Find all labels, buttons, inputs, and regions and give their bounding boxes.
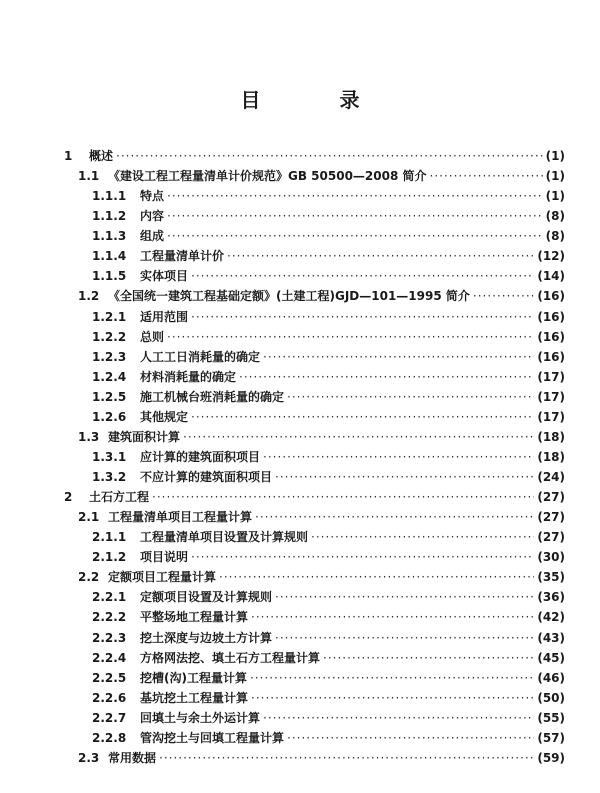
toc-entry bbox=[60, 247, 565, 267]
dot-leader bbox=[191, 410, 534, 424]
toc-entry bbox=[60, 689, 565, 709]
dot-leader bbox=[250, 671, 534, 685]
dot-leader bbox=[255, 510, 534, 524]
toc-entry-page: (36) bbox=[537, 590, 565, 605]
toc-entry-page: (14) bbox=[537, 269, 565, 284]
toc-entry-number: 1.2 bbox=[78, 289, 100, 304]
toc-entry-page: (8) bbox=[545, 209, 565, 224]
toc-entry-number: 1.2.5 bbox=[92, 389, 127, 404]
toc-entry-title: 组成 bbox=[140, 229, 165, 244]
toc-entry bbox=[60, 649, 565, 669]
toc-entry-page: (16) bbox=[537, 309, 565, 324]
toc-entry-number: 1.2.6 bbox=[92, 409, 127, 424]
toc-entry-title: 方格网法挖、填土石方工程量计算 bbox=[140, 650, 321, 665]
toc-entry-title: 适用范围 bbox=[140, 309, 189, 324]
toc-entry-number: 2.2.5 bbox=[92, 670, 127, 685]
dot-leader bbox=[263, 711, 534, 725]
toc-entry-number: 1.1.3 bbox=[92, 229, 127, 244]
toc-entry bbox=[60, 468, 565, 488]
toc-entry-number: 2.2.6 bbox=[92, 690, 127, 705]
toc-entry bbox=[60, 488, 565, 508]
toc-entry bbox=[60, 348, 565, 368]
toc-entry-number: 1.1.5 bbox=[92, 269, 127, 284]
page-title: 目 录 bbox=[240, 88, 396, 112]
dot-leader bbox=[167, 189, 543, 203]
toc-entry-page: (16) bbox=[537, 349, 565, 364]
toc-entry bbox=[60, 749, 565, 769]
dot-leader bbox=[159, 751, 534, 765]
dot-leader bbox=[191, 310, 534, 324]
dot-leader bbox=[287, 390, 534, 404]
dot-leader bbox=[311, 530, 534, 544]
toc-entry-number: 1.3 bbox=[78, 429, 100, 444]
toc-entry-title: 特点 bbox=[140, 189, 165, 204]
toc-entry bbox=[60, 528, 565, 548]
toc-entry-number: 2.2.3 bbox=[92, 630, 127, 645]
toc-entry bbox=[60, 629, 565, 649]
dot-leader bbox=[191, 550, 534, 564]
toc-entry-title: 定额项目设置及计算规则 bbox=[140, 590, 273, 605]
toc-entry-number: 1.2.3 bbox=[92, 349, 127, 364]
toc-entry-page: (24) bbox=[537, 470, 565, 484]
toc-entry-page: (18) bbox=[537, 429, 565, 444]
toc-entry-page: (16) bbox=[537, 289, 565, 304]
dot-leader bbox=[191, 269, 534, 283]
toc-entry bbox=[60, 709, 565, 729]
dot-leader bbox=[275, 590, 534, 604]
toc-entry-number: 2.1.2 bbox=[92, 550, 127, 565]
toc-entry-number: 2.1.1 bbox=[92, 530, 127, 545]
toc-entry-title: 平整场地工程量计算 bbox=[140, 610, 249, 625]
toc-entry bbox=[60, 388, 565, 408]
dot-leader bbox=[323, 651, 534, 665]
toc-entry bbox=[60, 508, 565, 528]
toc-entry-page: (27) bbox=[537, 490, 565, 505]
toc-entry-page: (50) bbox=[537, 690, 565, 705]
toc-entry-title: 常用数据 bbox=[108, 750, 157, 765]
dot-leader bbox=[263, 350, 534, 364]
toc-entry bbox=[60, 267, 565, 287]
toc-entry bbox=[60, 308, 565, 328]
toc-entry-number: 2.2.8 bbox=[92, 730, 127, 745]
toc-entry-number: 1 bbox=[64, 149, 73, 163]
toc-entry-page: (17) bbox=[537, 389, 565, 404]
toc-entry-title: 回填土与余土外运计算 bbox=[140, 710, 261, 725]
toc-entry-page: (46) bbox=[537, 670, 565, 685]
toc-entry-title: 其他规定 bbox=[140, 409, 189, 424]
toc-entry bbox=[60, 729, 565, 749]
toc-entry bbox=[60, 147, 565, 167]
toc-entry bbox=[60, 227, 565, 247]
toc-entry bbox=[60, 568, 565, 588]
toc-entry bbox=[60, 588, 565, 608]
toc-entry-title: 工程量清单项目工程量计算 bbox=[108, 510, 253, 525]
dot-leader bbox=[275, 470, 534, 484]
toc-entry-page: (1) bbox=[545, 189, 565, 204]
dot-leader bbox=[251, 691, 534, 705]
toc-entry-title: 应计算的建筑面积项目 bbox=[140, 449, 261, 464]
toc-entry-title: 工程量清单计价 bbox=[140, 249, 225, 264]
toc-entry-title: 建筑面积计算 bbox=[108, 429, 181, 444]
dot-leader bbox=[473, 289, 534, 303]
toc-entry-number: 1.1.4 bbox=[92, 249, 127, 264]
toc-entry-title: 《全国统一建筑工程基础定额》(土建工程)GJD—101—1995 简介 bbox=[108, 289, 470, 304]
dot-leader bbox=[263, 450, 534, 464]
toc-entry-number: 1.2.1 bbox=[92, 309, 127, 324]
toc-entry-number: 2.3 bbox=[78, 750, 100, 765]
toc-entry bbox=[60, 328, 565, 348]
toc-entry-number: 1.1.1 bbox=[92, 189, 127, 204]
dot-leader bbox=[275, 631, 534, 645]
toc-entry bbox=[60, 608, 565, 628]
toc-entry bbox=[60, 428, 565, 448]
toc-entry-title: 管沟挖土与回填工程量计算 bbox=[140, 730, 285, 745]
toc-entry-title: 实体项目 bbox=[140, 269, 189, 284]
toc-entry-title: 内容 bbox=[140, 209, 165, 224]
toc-entry-page: (8) bbox=[545, 229, 565, 244]
dot-leader bbox=[219, 570, 534, 584]
dot-leader bbox=[167, 330, 534, 344]
table-of-contents bbox=[60, 147, 565, 769]
toc-entry-title: 材料消耗量的确定 bbox=[140, 369, 237, 384]
toc-entry-title: 基坑挖土工程量计算 bbox=[140, 690, 249, 705]
toc-entry-title: 《建设工程工程量清单计价规范》GB 50500—2008 简介 bbox=[108, 169, 427, 184]
toc-entry-page: (42) bbox=[537, 610, 565, 625]
toc-entry-title: 施工机械台班消耗量的确定 bbox=[140, 389, 285, 404]
dot-leader bbox=[152, 490, 534, 504]
toc-entry bbox=[60, 669, 565, 689]
toc-entry-number: 1.2.4 bbox=[92, 369, 127, 384]
dot-leader bbox=[251, 610, 534, 624]
toc-entry-title: 不应计算的建筑面积项目 bbox=[140, 470, 273, 484]
toc-entry-number: 2.2 bbox=[78, 570, 100, 585]
dot-leader bbox=[239, 370, 534, 384]
toc-entry-number: 2.2.1 bbox=[92, 590, 127, 605]
toc-entry-title: 项目说明 bbox=[140, 550, 189, 565]
dot-leader bbox=[287, 731, 534, 745]
toc-entry-page: (59) bbox=[537, 750, 565, 765]
toc-entry-page: (17) bbox=[537, 369, 565, 384]
toc-entry bbox=[60, 548, 565, 568]
dot-leader bbox=[183, 430, 534, 444]
dot-leader bbox=[227, 249, 534, 263]
toc-entry-number: 1.1.2 bbox=[92, 209, 127, 224]
toc-entry-number: 2.1 bbox=[78, 510, 100, 525]
toc-entry-page: (12) bbox=[537, 249, 565, 264]
toc-entry-page: (1) bbox=[545, 149, 565, 163]
toc-entry-title: 工程量清单项目设置及计算规则 bbox=[140, 530, 309, 545]
toc-entry bbox=[60, 287, 565, 307]
toc-entry-title: 概述 bbox=[89, 149, 114, 163]
toc-entry-page: (43) bbox=[537, 630, 565, 645]
toc-entry-title: 挖土深度与边坡土方计算 bbox=[140, 630, 273, 645]
dot-leader bbox=[430, 169, 543, 183]
toc-entry-number: 2.2.7 bbox=[92, 710, 127, 725]
toc-entry bbox=[60, 167, 565, 187]
toc-entry-page: (45) bbox=[537, 650, 565, 665]
toc-entry-page: (30) bbox=[537, 550, 565, 565]
toc-entry bbox=[60, 448, 565, 468]
toc-entry-number: 1.3.2 bbox=[92, 470, 127, 484]
toc-entry-page: (16) bbox=[537, 329, 565, 344]
toc-entry-page: (27) bbox=[537, 510, 565, 525]
toc-entry-title: 定额项目工程量计算 bbox=[108, 570, 217, 585]
toc-entry bbox=[60, 207, 565, 227]
toc-entry-title: 土石方工程 bbox=[89, 490, 150, 505]
dot-leader bbox=[116, 149, 543, 163]
toc-entry-title: 人工工日消耗量的确定 bbox=[140, 349, 261, 364]
toc-entry-number: 2.2.4 bbox=[92, 650, 127, 665]
toc-entry-page: (35) bbox=[537, 570, 565, 585]
toc-entry bbox=[60, 408, 565, 428]
toc-entry-number: 2.2.2 bbox=[92, 610, 127, 625]
toc-entry bbox=[60, 368, 565, 388]
dot-leader bbox=[167, 229, 543, 243]
toc-entry-page: (1) bbox=[545, 169, 565, 184]
toc-entry-page: (27) bbox=[537, 530, 565, 545]
toc-entry-title: 挖槽(沟)工程量计算 bbox=[140, 670, 247, 685]
toc-entry-number: 1.2.2 bbox=[92, 329, 127, 344]
toc-entry-title: 总则 bbox=[140, 329, 165, 344]
toc-entry-page: (57) bbox=[537, 730, 565, 745]
toc-entry-page: (55) bbox=[537, 710, 565, 725]
toc-entry-number: 1.1 bbox=[78, 169, 100, 184]
toc-entry-number: 2 bbox=[64, 490, 73, 505]
toc-entry-page: (18) bbox=[537, 449, 565, 464]
dot-leader bbox=[167, 209, 543, 223]
toc-entry bbox=[60, 187, 565, 207]
toc-entry-number: 1.3.1 bbox=[92, 449, 127, 464]
toc-entry-page: (17) bbox=[537, 409, 565, 424]
